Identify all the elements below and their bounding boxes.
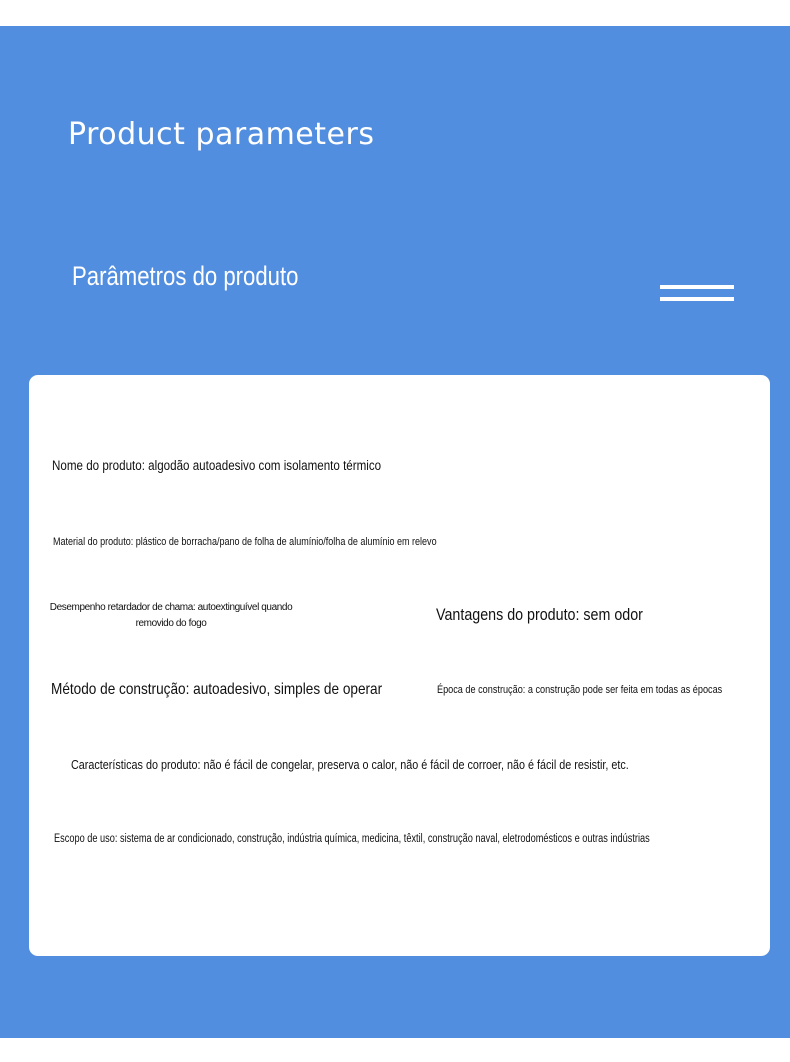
param-product-name: Nome do produto: algodão autoadesivo com isolamento térmico: [52, 458, 382, 473]
title-english: Product parameters: [68, 117, 375, 152]
param-product-advantages: Vantagens do produto: sem odor: [436, 605, 643, 624]
param-construction-method: Método de construção: autoadesivo, simples de operar: [51, 681, 383, 698]
param-product-features: Características do produto: não é fácil de congelar, preserva o calor, não é fácil de corroer, não é fácil de resistir, etc.: [71, 757, 629, 772]
title-portuguese: Parâmetros do produto: [72, 261, 299, 291]
param-product-material: Material do produto: plástico de borracha/pano de folha de alumínio/folha de alumínio em relevo: [53, 536, 437, 548]
decorative-line: [660, 285, 734, 289]
param-construction-season: Época de construção: a construção pode ser feita em todas as épocas: [437, 684, 723, 696]
decorative-lines-icon: [660, 285, 734, 303]
decorative-line: [660, 297, 734, 301]
param-usage-scope: Escopo de uso: sistema de ar condicionado, construção, indústria química, medicina, têxtil, construção naval, eletrodomésticos e outras indústrias: [54, 833, 650, 845]
param-flame-retardant: Desempenho retardador de chama: autoextinguível quando removido do fogo: [49, 602, 293, 629]
